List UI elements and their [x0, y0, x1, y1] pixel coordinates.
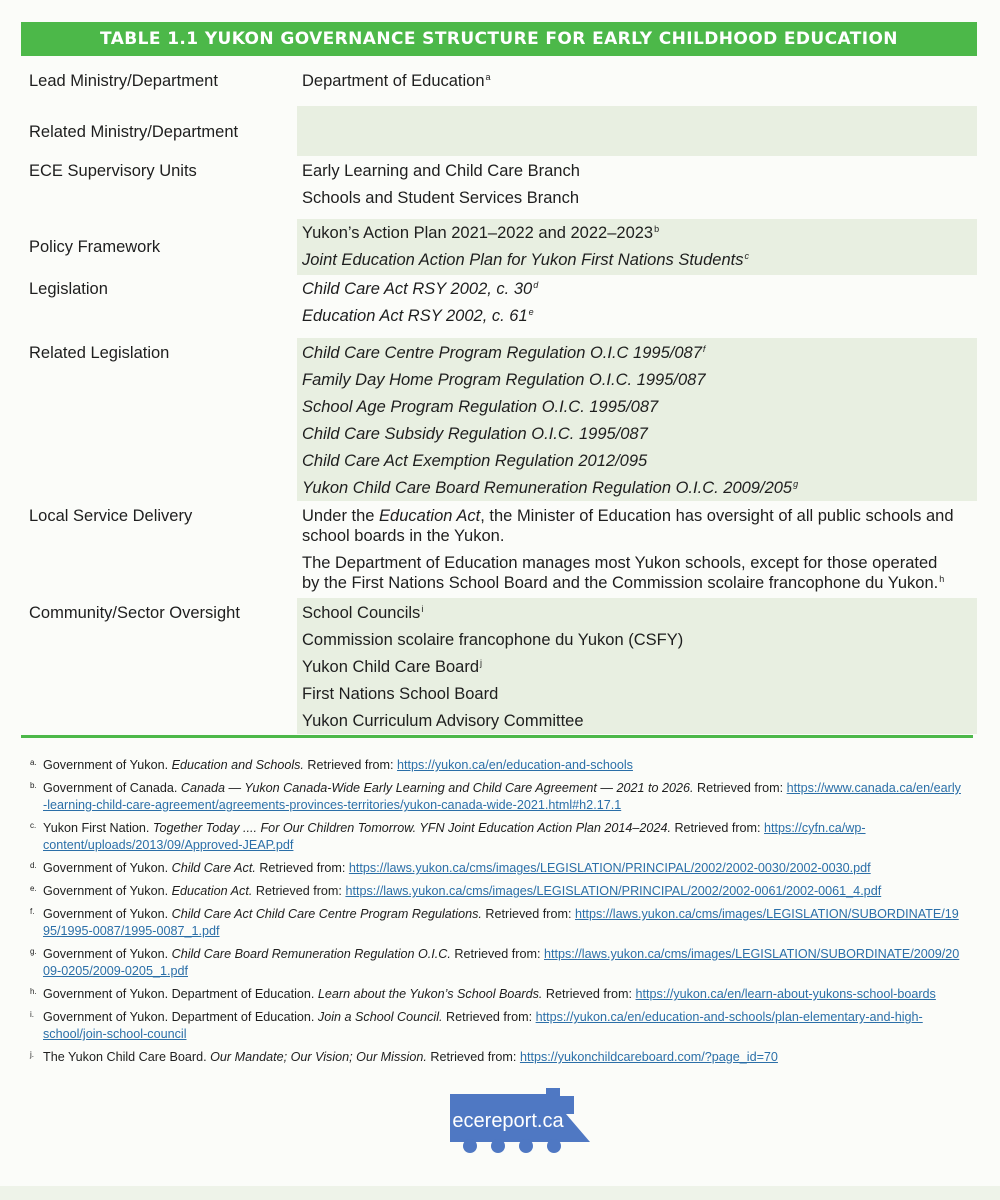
footnote: c. Yukon First Nation. Together Today .... For Our Children Tomorrow. YFN Joint Education Action Plan 2014–2024. Retrieved from: https://cyfn.ca/wp-content/uploads/2013/09/Approved-JEAP.pdf	[30, 821, 866, 852]
row-value	[297, 501, 977, 598]
footnotes	[30, 757, 965, 1072]
footnote-link[interactable]: https://yukonchildcareboard.com/?page_id=70	[519, 1050, 778, 1064]
row-value-line: Department of Education$^a$	[302, 71, 491, 90]
row-value-line: Child Care Subsidy Regulation O.I.C. 1995/087	[302, 425, 648, 443]
green-divider	[21, 735, 973, 738]
row-value	[297, 338, 977, 501]
footnote: e. Government of Yukon. Education Act. Retrieved from: https://laws.yukon.ca/cms/images/LEGISLATION/PRINCIPAL/2002/2002-0061/2002-0061_4.pdf	[30, 884, 882, 898]
row-label: Lead Ministry/Department	[29, 72, 218, 90]
table-row-related-ministry	[21, 106, 977, 156]
row-value	[297, 56, 977, 106]
footnote-link[interactable]: https://laws.yukon.ca/cms/images/LEGISLATION/SUBORDINATE/2009/2009-0205/2009-0205_1.pdf	[43, 947, 960, 978]
row-label: Local Service Delivery	[29, 507, 193, 525]
table-row-ece-supervisory-units	[21, 156, 977, 219]
footnote: i. Government of Yukon. Department of Education. Join a School Council. Retrieved from: https://yukon.ca/en/education-and-schools/plan-elementary-and-high-school/join-school-council	[30, 1010, 923, 1041]
row-value-line: Joint Education Action Plan for Yukon First Nations Students$^c$	[302, 250, 749, 269]
table-row-community-oversight	[21, 598, 977, 734]
row-value-line: Yukon’s Action Plan 2021–2022 and 2022–2023$^b$	[302, 223, 660, 242]
row-value	[297, 598, 977, 734]
ecereport-logo[interactable]	[448, 1088, 590, 1156]
row-value-line: Commission scolaire francophone du Yukon (CSFY)	[302, 631, 684, 649]
governance-table	[21, 56, 977, 734]
row-value-line: Family Day Home Program Regulation O.I.C. 1995/087	[302, 371, 706, 389]
row-value-line: First Nations School Board	[302, 685, 499, 703]
footnote-link[interactable]: https://yukon.ca/en/education-and-schools/plan-elementary-and-high-school/join-school-council	[43, 1010, 923, 1041]
footnote-link[interactable]: https://yukon.ca/en/education-and-schools	[397, 758, 633, 772]
row-value-line: Education Act RSY 2002, c. 61e	[302, 306, 534, 325]
train-wheel	[491, 1139, 505, 1153]
row-label: Legislation	[29, 280, 108, 298]
train-wheel	[519, 1139, 533, 1153]
footnote: g. Government of Yukon. Child Care Board Remuneration Regulation O.I.C. Retrieved from: https://laws.yukon.ca/cms/images/LEGISLATION/SUBORDINATE/2009/2009-0205/2009-0205_1.pdf	[30, 947, 960, 978]
row-value-line: Schools and Student Services Branch	[302, 189, 579, 207]
train-wheel	[547, 1139, 561, 1153]
table-row-legislation	[21, 275, 977, 338]
train-wheel	[463, 1139, 477, 1153]
row-label: Related Ministry/Department	[29, 123, 239, 141]
footnote-link[interactable]: https://cyfn.ca/wp-content/uploads/2013/09/Approved-JEAP.pdf	[43, 821, 866, 852]
footnote: a. Government of Yukon. Education and Schools. Retrieved from: https://yukon.ca/en/education-and-schools	[30, 758, 633, 772]
row-label: ECE Supervisory Units	[29, 162, 197, 180]
footnote-link[interactable]: https://laws.yukon.ca/cms/images/LEGISLATION/SUBORDINATE/1995/1995-0087/1995-0087_1.pdf	[43, 907, 959, 938]
footnote-link[interactable]: https://yukon.ca/en/learn-about-yukons-school-boards	[635, 987, 936, 1001]
train-chimney	[546, 1088, 560, 1098]
table-title: TABLE 1.1 YUKON GOVERNANCE STRUCTURE FOR EARLY CHILDHOOD EDUCATION	[21, 22, 977, 56]
logo-text: ecereport.ca	[452, 1110, 564, 1132]
row-value-line: Under the Education Act, the Minister of Education has oversight of all public schools and school boards in the Yukon.	[302, 507, 954, 545]
footnote: d. Government of Yukon. Child Care Act. Retrieved from: https://laws.yukon.ca/cms/images/LEGISLATION/PRINCIPAL/2002/2002-0030/2002-0030.pdf	[30, 861, 871, 875]
row-value-line: Yukon Curriculum Advisory Committee	[302, 712, 584, 730]
row-value-line: School Age Program Regulation O.I.C. 1995/087	[302, 398, 659, 416]
bottom-band	[0, 1186, 1000, 1200]
row-value-empty	[297, 106, 977, 156]
table-row-lead-ministry	[21, 56, 977, 106]
table-row-related-legislation	[21, 338, 977, 501]
footnote-link[interactable]: https://laws.yukon.ca/cms/images/LEGISLATION/PRINCIPAL/2002/2002-0030/2002-0030.pdf	[348, 861, 871, 875]
footnote: b. Government of Canada. Canada — Yukon Canada-Wide Early Learning and Child Care Agreement — 2021 to 2026. Retrieved from: https://www.canada.ca/en/early-learning-child-care-agreement/agreements-provinces-territories/yukon-canada-wide-2021.html#h2.17.1	[30, 781, 961, 812]
footnote-link[interactable]: https://laws.yukon.ca/cms/images/LEGISLATION/PRINCIPAL/2002/2002-0061/2002-0061_4.pdf	[345, 884, 882, 898]
footnote: f. Government of Yukon. Child Care Act Child Care Centre Program Regulations. Retrieved from: https://laws.yukon.ca/cms/images/LEGISLATION/SUBORDINATE/1995/1995-0087/1995-0087_1.pdf	[30, 907, 959, 938]
row-value-line: Child Care Act RSY 2002, c. 30$^d$	[302, 279, 539, 298]
row-value-line: School Councils$^i$	[302, 603, 424, 622]
row-value	[297, 275, 977, 338]
row-value-line: Yukon Child Care Board Remuneration Regulation O.I.C. 2009/205$^g$	[302, 478, 799, 497]
row-value	[297, 219, 977, 275]
row-value-line: Child Care Act Exemption Regulation 2012/095	[302, 452, 648, 470]
footnote: j. The Yukon Child Care Board. Our Mandate; Our Vision; Our Mission. Retrieved from: https://yukonchildcareboard.com/?page_id=70	[30, 1050, 778, 1064]
footnote: h. Government of Yukon. Department of Education. Learn about the Yukon’s School Boards. Retrieved from: https://yukon.ca/en/learn-about-yukons-school-boards	[30, 987, 936, 1001]
row-value	[297, 156, 977, 219]
row-value-line: Yukon Child Care Board$^j$	[302, 657, 483, 676]
table-row-policy-framework	[21, 219, 977, 275]
footnote-link[interactable]: https://www.canada.ca/en/early-learning-child-care-agreement/agreements-provinces-territories/yukon-canada-wide-2021.html#h2.17.1	[43, 781, 961, 812]
table-row-local-service-delivery	[21, 501, 977, 598]
row-value-line: The Department of Education manages most Yukon schools, except for those operated by the First Nations School Board and the Commission scolaire francophone du Yukon.$^h$	[302, 554, 945, 592]
row-label: Related Legislation	[29, 344, 170, 362]
row-label: Policy Framework	[29, 238, 161, 256]
row-value-line: Child Care Centre Program Regulation O.I.C 1995/087$^f$	[302, 343, 706, 362]
row-value-line: Early Learning and Child Care Branch	[302, 162, 580, 180]
row-label: Community/Sector Oversight	[29, 604, 240, 622]
